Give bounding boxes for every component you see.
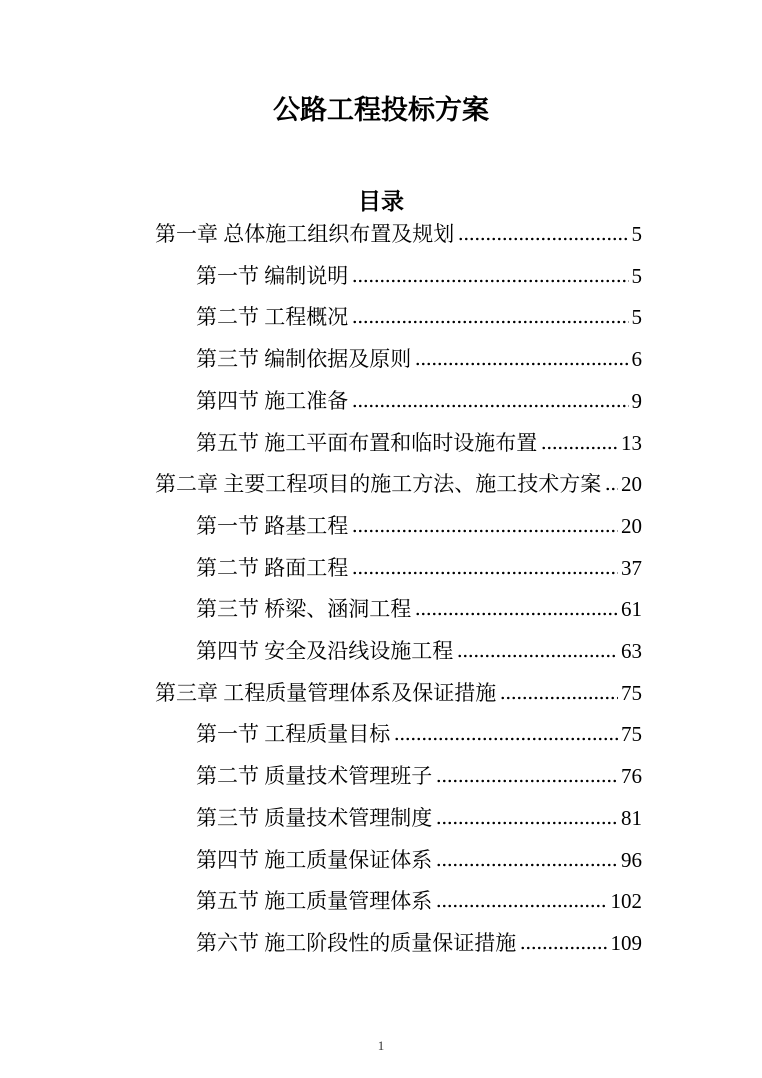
document-title: 公路工程投标方案 [273, 95, 489, 125]
toc-entry-chapter[interactable] [155, 673, 642, 715]
toc-entry-label: 第三节 桥梁、涵洞工程 [196, 597, 412, 622]
toc-entry-section[interactable] [155, 923, 642, 965]
toc-leader-dots [436, 863, 618, 867]
toc-leader-dots [415, 362, 628, 366]
toc-entry-page: 81 [621, 805, 642, 830]
toc-entry-section[interactable] [155, 297, 642, 339]
toc-entry-section[interactable] [155, 589, 642, 631]
toc-leader-dots [500, 696, 618, 700]
toc-entry-label: 第四节 安全及沿线设施工程 [196, 639, 454, 664]
toc-leader-dots [605, 487, 618, 491]
toc-entry-page: 61 [621, 597, 642, 622]
toc-heading: 目录 [358, 188, 404, 214]
toc-entry-page: 5 [631, 263, 642, 288]
toc-entry-label: 第五节 施工平面布置和临时设施布置 [196, 430, 538, 455]
toc-entry-label: 第二节 工程概况 [196, 305, 349, 330]
toc-entry-label: 第四节 施工准备 [196, 388, 349, 413]
toc-entry-label: 第三章 工程质量管理体系及保证措施 [155, 680, 497, 705]
toc-entry-page: 109 [610, 930, 642, 955]
toc-leader-dots [415, 612, 618, 616]
toc-leader-dots [352, 404, 628, 408]
toc-entry-page: 20 [621, 513, 642, 538]
toc-entry-page: 9 [631, 388, 642, 413]
toc-entry-section[interactable] [155, 714, 642, 756]
toc-leader-dots [352, 571, 618, 575]
toc-entry-chapter[interactable] [155, 464, 642, 506]
toc-entry-page: 5 [631, 222, 642, 246]
toc-entry-label: 第一节 路基工程 [196, 513, 349, 538]
toc-entry-label: 第三节 质量技术管理制度 [196, 805, 433, 830]
toc-entry-page: 102 [610, 889, 642, 914]
toc-entry-section[interactable] [155, 548, 642, 590]
toc-entry-section[interactable] [155, 840, 642, 882]
toc-entry-section[interactable] [155, 381, 642, 423]
toc-entry-page: 75 [621, 680, 642, 705]
toc-entry-label: 第四节 施工质量保证体系 [196, 847, 433, 872]
toc-entry-page: 6 [631, 347, 642, 372]
toc-leader-dots [352, 320, 628, 324]
toc-leader-dots [458, 237, 628, 241]
toc-entry-label: 第一节 工程质量目标 [196, 722, 391, 747]
toc-entry-label: 第一章 总体施工组织布置及规划 [155, 222, 455, 246]
toc-entry-section[interactable] [155, 506, 642, 548]
toc-entry-label: 第一节 编制说明 [196, 263, 349, 288]
toc-entry-page: 37 [621, 555, 642, 580]
toc-entry-page: 5 [631, 305, 642, 330]
toc-entry-section[interactable] [155, 756, 642, 798]
toc-entry-label: 第二节 路面工程 [196, 555, 349, 580]
toc-leader-dots [436, 821, 618, 825]
toc-entry-label: 第三节 编制依据及原则 [196, 347, 412, 372]
toc-entry-section[interactable] [155, 256, 642, 298]
toc-entry-label: 第六节 施工阶段性的质量保证措施 [196, 930, 517, 955]
toc-entry-page: 13 [621, 430, 642, 455]
toc-entry-label: 第二章 主要工程项目的施工方法、施工技术方案 [155, 472, 602, 497]
toc-leader-dots [457, 654, 618, 658]
toc-entry-page: 75 [621, 722, 642, 747]
toc-leader-dots [436, 779, 618, 783]
toc-entry-page: 96 [621, 847, 642, 872]
page-number: 1 [377, 1038, 385, 1053]
toc-entry-page: 76 [621, 764, 642, 789]
toc-entry-section[interactable] [155, 798, 642, 840]
toc-entry-label: 第五节 施工质量管理体系 [196, 889, 433, 914]
toc-leader-dots [394, 737, 618, 741]
toc-entry-section[interactable] [155, 631, 642, 673]
toc-entry-section[interactable] [155, 339, 642, 381]
toc-entry-chapter[interactable] [155, 214, 642, 256]
toc-leader-dots [352, 529, 618, 533]
toc-leader-dots [541, 446, 618, 450]
toc-entry-section[interactable] [155, 423, 642, 465]
toc-entry-page: 20 [621, 472, 642, 497]
toc-leader-dots [436, 904, 607, 908]
toc-entry-section[interactable] [155, 881, 642, 923]
toc-leader-dots [352, 279, 628, 283]
toc-leader-dots [520, 946, 607, 950]
table-of-contents [155, 214, 642, 965]
toc-entry-page: 63 [621, 639, 642, 664]
toc-entry-label: 第二节 质量技术管理班子 [196, 764, 433, 789]
